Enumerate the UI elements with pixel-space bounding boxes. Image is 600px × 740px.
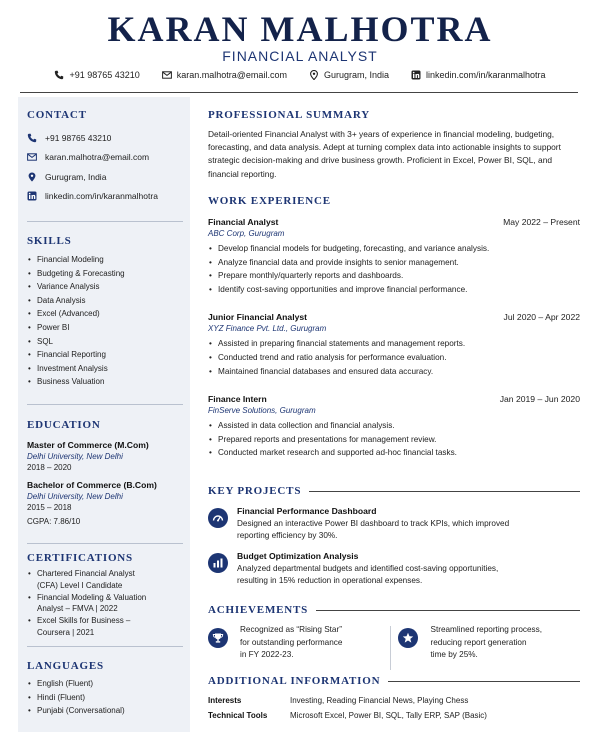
header-phone xyxy=(54,70,139,80)
job-bullet: • Prepared reports and presentations for management review. xyxy=(208,433,580,447)
job-bullet: • Conducted market research and supported ad-hoc financial tasks. xyxy=(208,446,580,460)
education-title: EDUCATION xyxy=(27,419,101,431)
certifications-title: CERTIFICATIONS xyxy=(27,552,133,564)
location-icon xyxy=(27,172,37,182)
star-icon xyxy=(398,628,418,648)
candidate-name: KARAN MALHOTRA xyxy=(107,9,493,49)
achievement-item xyxy=(398,624,580,670)
edu-years: 2018 – 2020 xyxy=(27,463,72,472)
job-dates: May 2022 – Present xyxy=(503,217,580,227)
section-rule xyxy=(316,610,580,611)
header-location xyxy=(309,70,389,80)
contact-section xyxy=(27,109,185,206)
cert-line: Coursera | 2021 xyxy=(37,627,95,637)
skill-item: • Power BI xyxy=(27,321,185,335)
certification-item xyxy=(27,615,185,639)
skill-item: • Business Valuation xyxy=(27,375,185,389)
certification-item xyxy=(27,592,185,616)
cert-line: • Financial Modeling & Valuation xyxy=(37,592,147,602)
contact-location-row xyxy=(27,167,185,187)
degree: Master of Commerce (M.Com) xyxy=(27,440,149,450)
header-email xyxy=(162,70,287,80)
job-entry xyxy=(208,312,580,378)
project-desc-line: Analyzed departmental budgets and identified cost-saving opportunities, xyxy=(237,563,499,573)
certifications-section xyxy=(27,552,185,639)
header-location-text: Gurugram, India xyxy=(323,70,389,80)
skill-item: • SQL xyxy=(27,335,185,349)
job-bullet: • Prepare monthly/quarterly reports and dashboards. xyxy=(208,269,580,283)
header-linkedin xyxy=(411,70,546,80)
achievement-line: time by 25%. xyxy=(430,650,478,660)
sidebar-divider xyxy=(27,221,183,222)
cert-line: • Chartered Financial Analyst xyxy=(37,569,135,578)
achievements-section xyxy=(208,604,580,670)
skill-item: • Financial Modeling xyxy=(27,253,185,267)
job-entry xyxy=(208,217,580,296)
summary-section xyxy=(208,109,580,181)
achievement-line: in FY 2022-23. xyxy=(240,650,294,660)
project-title: Financial Performance Dashboard xyxy=(237,506,377,516)
job-dates: Jan 2019 – Jun 2020 xyxy=(499,394,580,405)
skill-item: • Investment Analysis xyxy=(27,362,185,376)
experience-section xyxy=(208,195,580,460)
job-bullet: • Conducted trend and ratio analysis for performance evaluation. xyxy=(208,351,580,365)
job-bullet: • Develop financial models for budgeting, forecasting, and variance analysis. xyxy=(208,242,580,256)
bar-chart-icon xyxy=(208,553,228,573)
job-title: Finance Intern xyxy=(208,394,267,405)
achievement-item xyxy=(208,624,390,670)
language-item: • Punjabi (Conversational) xyxy=(27,704,185,718)
contact-location-text: Gurugram, India xyxy=(45,171,107,182)
location-icon xyxy=(309,70,319,80)
mail-icon xyxy=(162,70,172,80)
projects-section xyxy=(208,485,580,587)
skill-item: • Excel (Advanced) xyxy=(27,307,185,321)
certification-item xyxy=(27,568,185,592)
contact-title: CONTACT xyxy=(27,109,87,121)
summary-text: Detail-oriented Financial Analyst with 3+ years of experience in financial modeling, budgeting, forecasting, and data analysis. Adept at turning complex data into actionable insights to support strategic decision-making and drive business growth. Proficient in Excel, Power BI, SQL, and financial reporting. xyxy=(208,129,561,179)
additional-key: Interests xyxy=(208,696,242,705)
languages-section xyxy=(27,660,185,718)
skill-item: • Budgeting & Forecasting xyxy=(27,267,185,281)
mail-icon xyxy=(27,152,37,162)
job-bullet: • Identify cost-saving opportunities and improve financial performance. xyxy=(208,283,580,297)
header-email-text[interactable]: karan.malhotra@email.com xyxy=(176,70,287,80)
job-bullet: • Assisted in preparing financial statements and management reports. xyxy=(208,337,580,351)
contact-email-text[interactable]: karan.malhotra@email.com xyxy=(45,152,150,163)
project-desc-line: Designed an interactive Power BI dashboard to track KPIs, which improved xyxy=(237,519,510,528)
education-entry xyxy=(27,480,185,512)
job-company: FinServe Solutions, Gurugram xyxy=(208,406,316,416)
sidebar-divider xyxy=(27,646,183,647)
candidate-role: FINANCIAL ANALYST xyxy=(222,48,378,64)
contact-linkedin-text[interactable]: linkedin.com/in/karanmalhotra xyxy=(45,191,158,202)
achievement-line: for outstanding performance xyxy=(240,637,343,647)
dashboard-icon xyxy=(208,508,228,528)
achievement-divider xyxy=(390,626,391,670)
contact-linkedin-row xyxy=(27,187,185,207)
project-item xyxy=(208,506,580,543)
additional-section xyxy=(208,675,580,723)
achievement-line: reducing report generation xyxy=(430,637,527,647)
project-desc-line: resulting in 15% reduction in operational expenses. xyxy=(237,575,423,585)
school: Delhi University, New Delhi xyxy=(27,492,123,501)
contact-phone-row xyxy=(27,128,185,148)
cgpa: CGPA: 7.86/10 xyxy=(27,517,81,526)
skill-item: • Variance Analysis xyxy=(27,280,185,294)
achievement-line: Streamlined reporting process, xyxy=(430,625,542,634)
job-dates: Jul 2020 – Apr 2022 xyxy=(503,312,580,323)
resume-header xyxy=(0,0,600,92)
job-title: Junior Financial Analyst xyxy=(208,312,308,323)
projects-title: KEY PROJECTS xyxy=(208,485,302,497)
job-title: Financial Analyst xyxy=(208,217,279,227)
additional-row xyxy=(208,709,580,724)
phone-icon xyxy=(27,133,37,143)
additional-row xyxy=(208,694,580,709)
experience-title: WORK EXPERIENCE xyxy=(208,195,331,207)
additional-value: Investing, Reading Financial News, Playing Chess xyxy=(290,696,469,705)
project-desc-line: reporting efficiency by 30%. xyxy=(237,531,338,541)
section-rule xyxy=(388,681,580,682)
job-bullet: • Analyze financial data and provide insights to senior management. xyxy=(208,256,580,270)
section-rule xyxy=(309,491,580,492)
cert-line: (CFA) Level I Candidate xyxy=(37,580,123,590)
trophy-icon xyxy=(208,628,228,648)
header-phone-text: +91 98765 43210 xyxy=(69,70,140,80)
project-item xyxy=(208,551,580,588)
education-entry xyxy=(27,440,185,472)
additional-value: Microsoft Excel, Power BI, SQL, Tally ERP, SAP (Basic) xyxy=(290,710,487,720)
cert-line: Analyst – FMVA | 2022 xyxy=(37,604,118,614)
skills-title: SKILLS xyxy=(27,235,72,247)
contact-phone-text: +91 98765 43210 xyxy=(45,132,112,143)
education-section xyxy=(27,419,185,526)
skills-section xyxy=(27,235,185,389)
job-company: XYZ Finance Pvt. Ltd., Gurugram xyxy=(208,324,327,334)
job-company: ABC Corp, Gurugram xyxy=(208,229,285,238)
achievements-title: ACHIEVEMENTS xyxy=(208,604,309,616)
sidebar-divider xyxy=(27,404,183,405)
header-divider xyxy=(20,92,578,93)
degree: Bachelor of Commerce (B.Com) xyxy=(27,480,157,490)
contact-email-row xyxy=(27,148,185,168)
school: Delhi University, New Delhi xyxy=(27,452,123,461)
language-item: • Hindi (Fluent) xyxy=(27,691,185,705)
job-bullet: • Assisted in data collection and financial analysis. xyxy=(208,419,580,433)
cert-line: • Excel Skills for Business – xyxy=(37,616,131,626)
summary-title: PROFESSIONAL SUMMARY xyxy=(208,109,370,121)
linkedin-icon xyxy=(411,70,421,80)
achievement-line: Recognized as “Rising Star” xyxy=(240,625,342,634)
skill-item: • Financial Reporting xyxy=(27,348,185,362)
language-item: • English (Fluent) xyxy=(27,677,185,691)
job-entry xyxy=(208,394,580,460)
project-title: Budget Optimization Analysis xyxy=(237,550,359,561)
skill-item: • Data Analysis xyxy=(27,294,185,308)
header-linkedin-text[interactable]: linkedin.com/in/karanmalhotra xyxy=(425,70,546,80)
additional-key: Technical Tools xyxy=(208,710,268,720)
job-bullet: • Maintained financial databases and ensured data accuracy. xyxy=(208,365,580,379)
languages-title: LANGUAGES xyxy=(27,660,104,672)
phone-icon xyxy=(54,70,64,80)
linkedin-icon xyxy=(27,191,37,201)
edu-years: 2015 – 2018 xyxy=(27,503,72,512)
sidebar-divider xyxy=(27,543,183,544)
additional-title: ADDITIONAL INFORMATION xyxy=(208,675,381,687)
header-contact-line xyxy=(0,70,600,80)
sidebar xyxy=(18,97,190,732)
